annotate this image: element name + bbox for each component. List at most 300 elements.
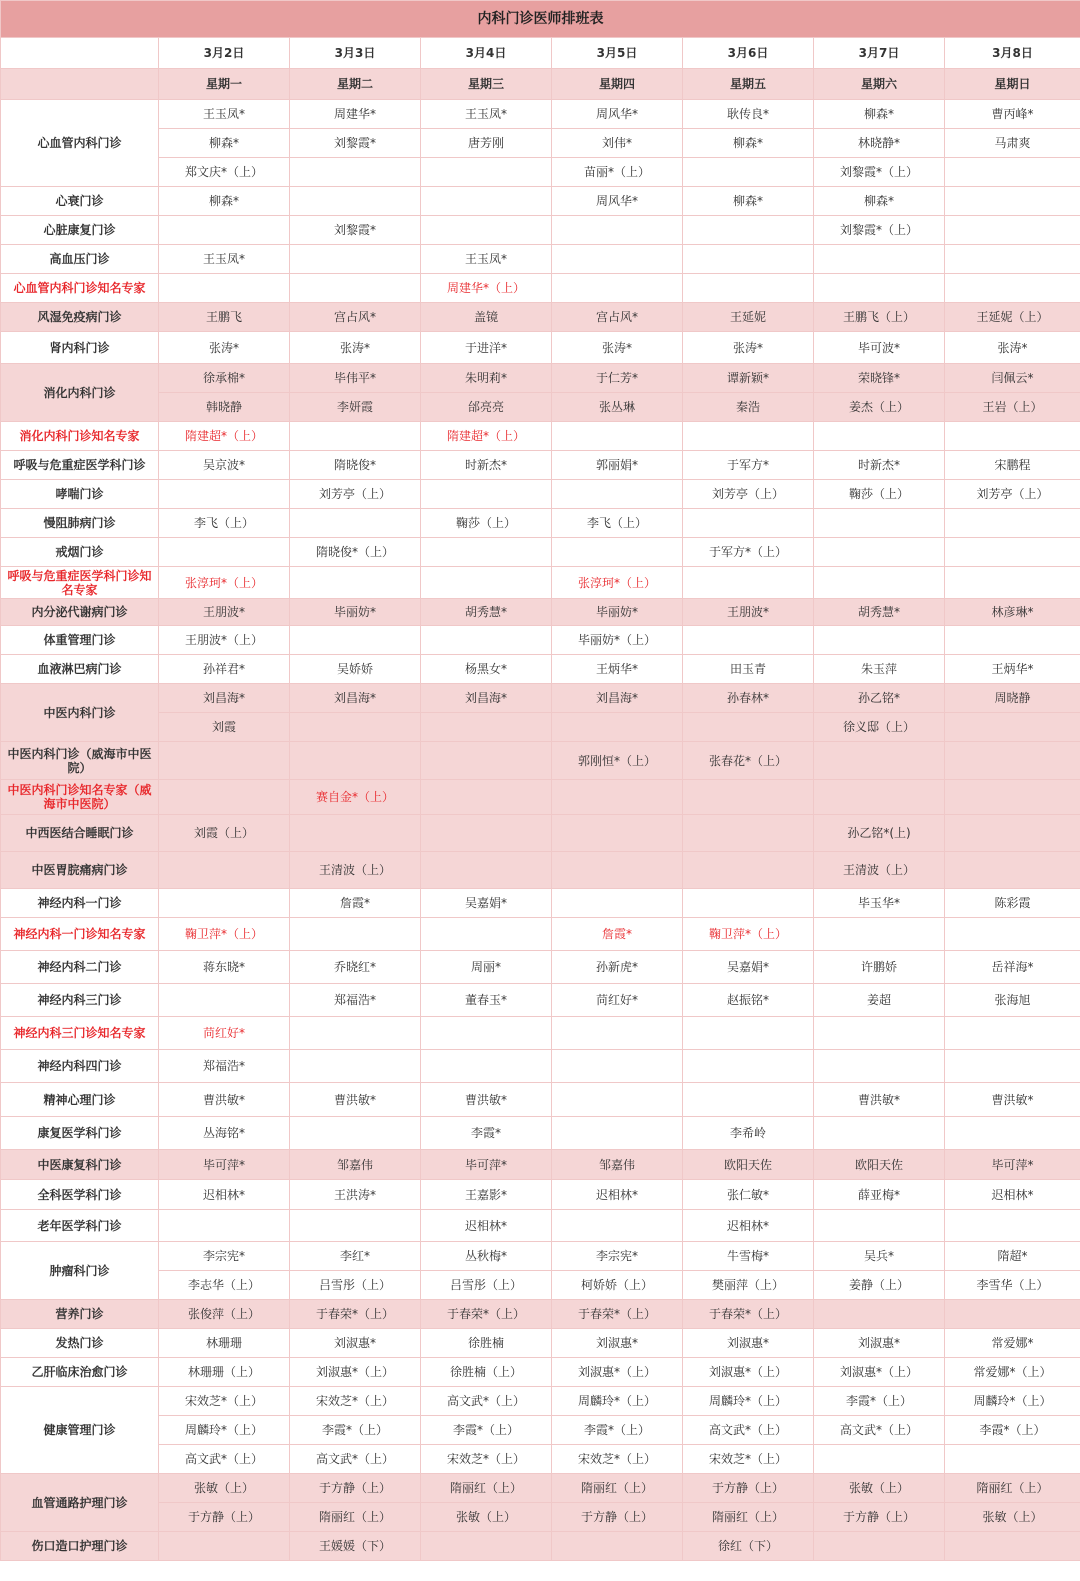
schedule-cell [290, 1050, 421, 1083]
schedule-cell [552, 1083, 683, 1117]
schedule-cell [552, 216, 683, 245]
schedule-cell: 毕可萍* [159, 1150, 290, 1180]
schedule-cell: 赵振铭* [683, 984, 814, 1017]
department-name: 乙肝临床治愈门诊 [1, 1358, 159, 1387]
table-row [1, 742, 1080, 780]
schedule-cell: 周麟玲*（上） [552, 1387, 683, 1416]
schedule-cell [683, 509, 814, 538]
schedule-cell: 宋效芝*（上） [159, 1387, 290, 1416]
schedule-cell: 曹洪敏* [814, 1083, 945, 1117]
schedule-cell: 林珊珊（上） [159, 1358, 290, 1387]
schedule-cell: 刘淑惠*（上） [683, 1358, 814, 1387]
table-row [1, 713, 1080, 742]
schedule-cell: 姜杰（上） [814, 393, 945, 422]
schedule-cell: 张敏（上） [814, 1474, 945, 1503]
schedule-cell: 孙新虎* [552, 951, 683, 984]
department-name: 中西医结合睡眠门诊 [1, 815, 159, 852]
schedule-cell [290, 626, 421, 655]
table-row [1, 129, 1080, 158]
schedule-cell: 于军方* [683, 451, 814, 480]
schedule-cell: 柳森* [814, 187, 945, 216]
schedule-cell: 李雪华（上） [945, 1271, 1080, 1300]
schedule-cell: 柳森* [159, 129, 290, 158]
schedule-cell: 王媛媛（下） [290, 1532, 421, 1561]
schedule-cell: 秦浩 [683, 393, 814, 422]
schedule-cell [814, 274, 945, 303]
schedule-cell: 盖镜 [421, 303, 552, 332]
table-row [1, 684, 1080, 713]
table-row [1, 216, 1080, 245]
schedule-cell: 刘淑惠* [290, 1329, 421, 1358]
schedule-cell: 李希岭 [683, 1117, 814, 1150]
schedule-cell [683, 626, 814, 655]
schedule-cell [421, 742, 552, 780]
table-row [1, 509, 1080, 538]
schedule-cell [421, 158, 552, 187]
schedule-cell: 王清波（上） [814, 852, 945, 889]
schedule-cell [945, 187, 1080, 216]
schedule-cell: 郑文庆*（上） [159, 158, 290, 187]
schedule-cell: 迟相林* [159, 1180, 290, 1210]
table-row [1, 1150, 1080, 1180]
schedule-cell: 于春荣*（上） [421, 1300, 552, 1329]
schedule-cell [290, 1117, 421, 1150]
schedule-cell [814, 1445, 945, 1474]
schedule-cell [683, 245, 814, 274]
schedule-cell [814, 509, 945, 538]
department-name: 心脏康复门诊 [1, 216, 159, 245]
schedule-cell [159, 742, 290, 780]
schedule-cell: 刘黎霞* [290, 216, 421, 245]
weekday-header: 星期四 [552, 69, 683, 100]
table-row [1, 1474, 1080, 1503]
department-name: 神经内科一门诊 [1, 889, 159, 918]
table-row [1, 187, 1080, 216]
schedule-cell: 林彦琳* [945, 599, 1080, 626]
schedule-cell [683, 1017, 814, 1050]
schedule-cell: 宫占风* [552, 303, 683, 332]
schedule-cell: 刘淑惠* [683, 1329, 814, 1358]
schedule-cell [552, 245, 683, 274]
table-row [1, 245, 1080, 274]
schedule-cell: 迟相林* [945, 1180, 1080, 1210]
table-row [1, 1445, 1080, 1474]
schedule-cell [945, 1050, 1080, 1083]
department-name: 风湿免疫病门诊 [1, 303, 159, 332]
schedule-cell [421, 780, 552, 815]
schedule-cell: 徐红（下） [683, 1532, 814, 1561]
page-title: 内科门诊医师排班表 [1, 1, 1080, 38]
department-name: 发热门诊 [1, 1329, 159, 1358]
schedule-cell: 张仁敏* [683, 1180, 814, 1210]
schedule-cell: 刘淑惠*（上） [290, 1358, 421, 1387]
schedule-cell: 闫佩云* [945, 364, 1080, 393]
department-name: 营养门诊 [1, 1300, 159, 1329]
schedule-cell [683, 422, 814, 451]
table-row [1, 780, 1080, 815]
schedule-cell: 刘黎霞*（上） [814, 158, 945, 187]
schedule-cell: 姜静（上） [814, 1271, 945, 1300]
schedule-cell: 王朋波*（上） [159, 626, 290, 655]
schedule-cell [683, 852, 814, 889]
schedule-cell: 邰亮亮 [421, 393, 552, 422]
weekday-header: 星期五 [683, 69, 814, 100]
schedule-cell: 王延妮 [683, 303, 814, 332]
schedule-cell [945, 626, 1080, 655]
schedule-cell: 张丛琳 [552, 393, 683, 422]
schedule-cell: 毕伟平* [290, 364, 421, 393]
table-row [1, 852, 1080, 889]
weekday-header: 星期六 [814, 69, 945, 100]
schedule-cell: 李宗宪* [552, 1242, 683, 1271]
schedule-cell: 柯娇娇（上） [552, 1271, 683, 1300]
schedule-cell: 詹霞* [552, 918, 683, 951]
schedule-cell: 吕雪彤（上） [290, 1271, 421, 1300]
schedule-cell [421, 815, 552, 852]
schedule-cell: 董春玉* [421, 984, 552, 1017]
department-name: 消化内科门诊知名专家 [1, 422, 159, 451]
schedule-cell: 柳森* [159, 187, 290, 216]
department-name: 全科医学科门诊 [1, 1180, 159, 1210]
date-header: 3月6日 [683, 38, 814, 69]
schedule-cell: 周建华* [290, 100, 421, 129]
schedule-cell [683, 567, 814, 599]
schedule-cell [945, 713, 1080, 742]
schedule-cell: 徐义邸（上） [814, 713, 945, 742]
schedule-cell: 张海旭 [945, 984, 1080, 1017]
schedule-cell: 曹洪敏* [945, 1083, 1080, 1117]
schedule-cell: 王玉凤* [421, 100, 552, 129]
schedule-cell: 高文武*（上） [159, 1445, 290, 1474]
schedule-cell: 王炳华* [552, 655, 683, 684]
schedule-cell: 吴娇娇 [290, 655, 421, 684]
schedule-cell [814, 1017, 945, 1050]
schedule-cell: 李红* [290, 1242, 421, 1271]
schedule-cell [814, 780, 945, 815]
schedule-cell: 刘霞 [159, 713, 290, 742]
table-row [1, 1117, 1080, 1150]
schedule-cell [290, 742, 421, 780]
schedule-cell: 于春荣*（上） [683, 1300, 814, 1329]
schedule-cell: 于军方*（上） [683, 538, 814, 567]
schedule-cell: 王玉凤* [159, 100, 290, 129]
schedule-cell: 李霞*（上） [945, 1416, 1080, 1445]
schedule-cell [552, 1017, 683, 1050]
schedule-cell: 张涛* [945, 332, 1080, 364]
schedule-cell: 王玉凤* [159, 245, 290, 274]
schedule-cell [552, 538, 683, 567]
schedule-cell: 刘黎霞*（上） [814, 216, 945, 245]
date-header: 3月2日 [159, 38, 290, 69]
schedule-cell [290, 713, 421, 742]
schedule-cell [945, 852, 1080, 889]
schedule-cell [945, 1017, 1080, 1050]
weekday-header: 星期二 [290, 69, 421, 100]
schedule-cell [683, 158, 814, 187]
schedule-cell: 吴嘉娟* [421, 889, 552, 918]
table-row [1, 1416, 1080, 1445]
schedule-cell: 曹洪敏* [421, 1083, 552, 1117]
schedule-cell [814, 538, 945, 567]
schedule-cell: 迟相林* [552, 1180, 683, 1210]
schedule-cell: 毕可波* [814, 332, 945, 364]
schedule-cell: 宋效芝*（上） [290, 1387, 421, 1416]
schedule-cell: 鞠莎（上） [421, 509, 552, 538]
schedule-cell [159, 889, 290, 918]
schedule-cell: 姜超 [814, 984, 945, 1017]
schedule-cell: 吴兵* [814, 1242, 945, 1271]
schedule-cell: 曹洪敏* [159, 1083, 290, 1117]
schedule-cell: 于方静（上） [552, 1503, 683, 1532]
schedule-cell [552, 1532, 683, 1561]
schedule-cell: 孙乙铭*(上) [814, 815, 945, 852]
schedule-cell [814, 422, 945, 451]
schedule-cell: 毕可萍* [421, 1150, 552, 1180]
schedule-cell: 宫占风* [290, 303, 421, 332]
table-row [1, 1083, 1080, 1117]
corner-cell [1, 69, 159, 100]
department-name: 神经内科三门诊知名专家 [1, 1017, 159, 1050]
schedule-cell: 隋晓俊* [290, 451, 421, 480]
schedule-cell [290, 918, 421, 951]
schedule-cell [552, 852, 683, 889]
schedule-cell: 于方静（上） [159, 1503, 290, 1532]
schedule-cell [159, 780, 290, 815]
date-header: 3月3日 [290, 38, 421, 69]
schedule-cell [945, 780, 1080, 815]
department-name: 中医康复科门诊 [1, 1150, 159, 1180]
schedule-cell: 宋效芝*（上） [421, 1445, 552, 1474]
schedule-cell: 樊丽萍（上） [683, 1271, 814, 1300]
schedule-cell: 于方静（上） [814, 1503, 945, 1532]
table-row [1, 274, 1080, 303]
schedule-cell: 周丽* [421, 951, 552, 984]
schedule-cell [159, 480, 290, 509]
schedule-cell: 王朋波* [159, 599, 290, 626]
table-row [1, 815, 1080, 852]
schedule-cell: 隋丽红（上） [421, 1474, 552, 1503]
date-header: 3月8日 [945, 38, 1080, 69]
schedule-cell [945, 538, 1080, 567]
department-name: 精神心理门诊 [1, 1083, 159, 1117]
schedule-cell: 牛雪梅* [683, 1242, 814, 1271]
schedule-cell: 鞠卫萍*（上） [159, 918, 290, 951]
schedule-cell: 杨黑女* [421, 655, 552, 684]
department-name: 心血管内科门诊 [1, 100, 159, 187]
schedule-cell: 孙祥君* [159, 655, 290, 684]
schedule-cell [814, 1300, 945, 1329]
schedule-cell: 隋超* [945, 1242, 1080, 1271]
department-name: 心血管内科门诊知名专家 [1, 274, 159, 303]
table-row [1, 1180, 1080, 1210]
schedule-cell: 张敏（上） [421, 1503, 552, 1532]
schedule-cell [552, 1050, 683, 1083]
schedule-cell: 蒋东晓* [159, 951, 290, 984]
schedule-cell [552, 1210, 683, 1242]
schedule-cell: 李霞*（上） [552, 1416, 683, 1445]
department-name: 神经内科二门诊 [1, 951, 159, 984]
schedule-cell [421, 187, 552, 216]
schedule-cell: 隋建超*（上） [421, 422, 552, 451]
schedule-cell: 王鹏飞（上） [814, 303, 945, 332]
table-row [1, 1387, 1080, 1416]
schedule-cell [683, 274, 814, 303]
department-name: 心衰门诊 [1, 187, 159, 216]
schedule-cell: 于方静（上） [683, 1474, 814, 1503]
schedule-cell [945, 1445, 1080, 1474]
table-row [1, 303, 1080, 332]
schedule-cell: 隋丽红（上） [290, 1503, 421, 1532]
schedule-cell: 林晓静* [814, 129, 945, 158]
schedule-cell: 薛亚梅* [814, 1180, 945, 1210]
department-name: 肾内科门诊 [1, 332, 159, 364]
schedule-cell: 吴京波* [159, 451, 290, 480]
department-name: 消化内科门诊 [1, 364, 159, 422]
schedule-cell [945, 158, 1080, 187]
schedule-cell: 刘淑惠* [814, 1329, 945, 1358]
schedule-cell: 赛自金*（上） [290, 780, 421, 815]
schedule-cell [945, 245, 1080, 274]
schedule-cell: 郑福浩* [159, 1050, 290, 1083]
table-row [1, 984, 1080, 1017]
schedule-cell [552, 422, 683, 451]
schedule-cell: 时新杰* [814, 451, 945, 480]
schedule-cell [814, 742, 945, 780]
department-name: 血液淋巴病门诊 [1, 655, 159, 684]
schedule-cell: 詹霞* [290, 889, 421, 918]
schedule-cell [290, 567, 421, 599]
schedule-cell: 郭丽娟* [552, 451, 683, 480]
table-row [1, 1532, 1080, 1561]
schedule-cell: 徐胜楠 [421, 1329, 552, 1358]
schedule-cell [290, 187, 421, 216]
schedule-cell: 王鹏飞 [159, 303, 290, 332]
schedule-cell [290, 1210, 421, 1242]
schedule-cell: 李霞* [421, 1117, 552, 1150]
schedule-cell: 高文武*（上） [814, 1416, 945, 1445]
schedule-cell: 邹嘉伟 [290, 1150, 421, 1180]
weekday-header: 星期日 [945, 69, 1080, 100]
schedule-cell [159, 852, 290, 889]
schedule-cell [159, 538, 290, 567]
schedule-cell: 周风华* [552, 187, 683, 216]
schedule-cell: 张涛* [290, 332, 421, 364]
schedule-cell: 柳森* [814, 100, 945, 129]
table-row [1, 422, 1080, 451]
table-row [1, 655, 1080, 684]
schedule-cell: 林珊珊 [159, 1329, 290, 1358]
schedule-cell [945, 1532, 1080, 1561]
schedule-cell: 孙春林* [683, 684, 814, 713]
schedule-cell: 刘黎霞* [290, 129, 421, 158]
schedule-cell: 高文武*（上） [290, 1445, 421, 1474]
schedule-cell [552, 1117, 683, 1150]
table-row [1, 332, 1080, 364]
schedule-cell: 张敏（上） [945, 1503, 1080, 1532]
schedule-cell: 邹嘉伟 [552, 1150, 683, 1180]
schedule-cell: 周建华*（上） [421, 274, 552, 303]
schedule-cell: 刘霞（上） [159, 815, 290, 852]
schedule-cell: 高文武*（上） [421, 1387, 552, 1416]
schedule-cell: 迟相林* [683, 1210, 814, 1242]
table-row [1, 626, 1080, 655]
schedule-cell: 徐承棉* [159, 364, 290, 393]
schedule-cell: 田玉青 [683, 655, 814, 684]
schedule-cell: 张敏（上） [159, 1474, 290, 1503]
schedule-cell [552, 780, 683, 815]
date-header: 3月5日 [552, 38, 683, 69]
schedule-cell: 周麟玲*（上） [683, 1387, 814, 1416]
schedule-cell: 周麟玲*（上） [159, 1416, 290, 1445]
department-name: 伤口造口护理门诊 [1, 1532, 159, 1561]
schedule-cell: 刘淑惠*（上） [552, 1358, 683, 1387]
schedule-cell [421, 852, 552, 889]
schedule-cell: 王玉凤* [421, 245, 552, 274]
department-name: 呼吸与危重症医学科门诊知名专家 [1, 567, 159, 599]
schedule-cell: 陈彩霞 [945, 889, 1080, 918]
schedule-cell [683, 889, 814, 918]
schedule-cell: 李妍霞 [290, 393, 421, 422]
schedule-cell: 马肃爽 [945, 129, 1080, 158]
table-row [1, 1242, 1080, 1271]
schedule-cell: 刘淑惠* [552, 1329, 683, 1358]
schedule-cell: 丛秋梅* [421, 1242, 552, 1271]
schedule-cell: 李宗宪* [159, 1242, 290, 1271]
schedule-cell: 胡秀慧* [814, 599, 945, 626]
schedule-cell: 毕丽妨* [552, 599, 683, 626]
department-name: 康复医学科门诊 [1, 1117, 159, 1150]
schedule-cell: 丛海铭* [159, 1117, 290, 1150]
schedule-cell: 周麟玲*（上） [945, 1387, 1080, 1416]
schedule-cell: 毕丽妨* [290, 599, 421, 626]
schedule-cell: 荣晓锋* [814, 364, 945, 393]
schedule-cell [290, 422, 421, 451]
schedule-cell: 许鹏娇 [814, 951, 945, 984]
schedule-cell [159, 274, 290, 303]
schedule-cell [290, 815, 421, 852]
schedule-cell: 谭新颖* [683, 364, 814, 393]
schedule-cell: 常爱娜*（上） [945, 1358, 1080, 1387]
department-name: 健康管理门诊 [1, 1387, 159, 1474]
schedule-cell: 周晓静 [945, 684, 1080, 713]
schedule-cell: 隋晓俊*（上） [290, 538, 421, 567]
date-header: 3月4日 [421, 38, 552, 69]
department-name: 呼吸与危重症医学科门诊 [1, 451, 159, 480]
schedule-cell [945, 1117, 1080, 1150]
department-name: 肿瘤科门诊 [1, 1242, 159, 1300]
schedule-cell: 时新杰* [421, 451, 552, 480]
schedule-cell: 宋效芝*（上） [552, 1445, 683, 1474]
schedule-cell [945, 567, 1080, 599]
schedule-cell: 耿传良* [683, 100, 814, 129]
schedule-cell [814, 567, 945, 599]
schedule-cell: 李霞*（上） [290, 1416, 421, 1445]
table-row [1, 393, 1080, 422]
schedule-cell: 韩晓静 [159, 393, 290, 422]
schedule-cell: 刘淑惠*（上） [814, 1358, 945, 1387]
schedule-cell: 隋丽红（上） [552, 1474, 683, 1503]
table-row [1, 451, 1080, 480]
schedule-cell: 柳森* [683, 129, 814, 158]
table-row [1, 1017, 1080, 1050]
schedule-cell [945, 274, 1080, 303]
schedule-cell: 常爱娜* [945, 1329, 1080, 1358]
schedule-cell [552, 815, 683, 852]
schedule-cell [814, 1210, 945, 1242]
table-row [1, 100, 1080, 129]
schedule-cell: 李霞*（上） [814, 1387, 945, 1416]
schedule-cell [290, 1017, 421, 1050]
